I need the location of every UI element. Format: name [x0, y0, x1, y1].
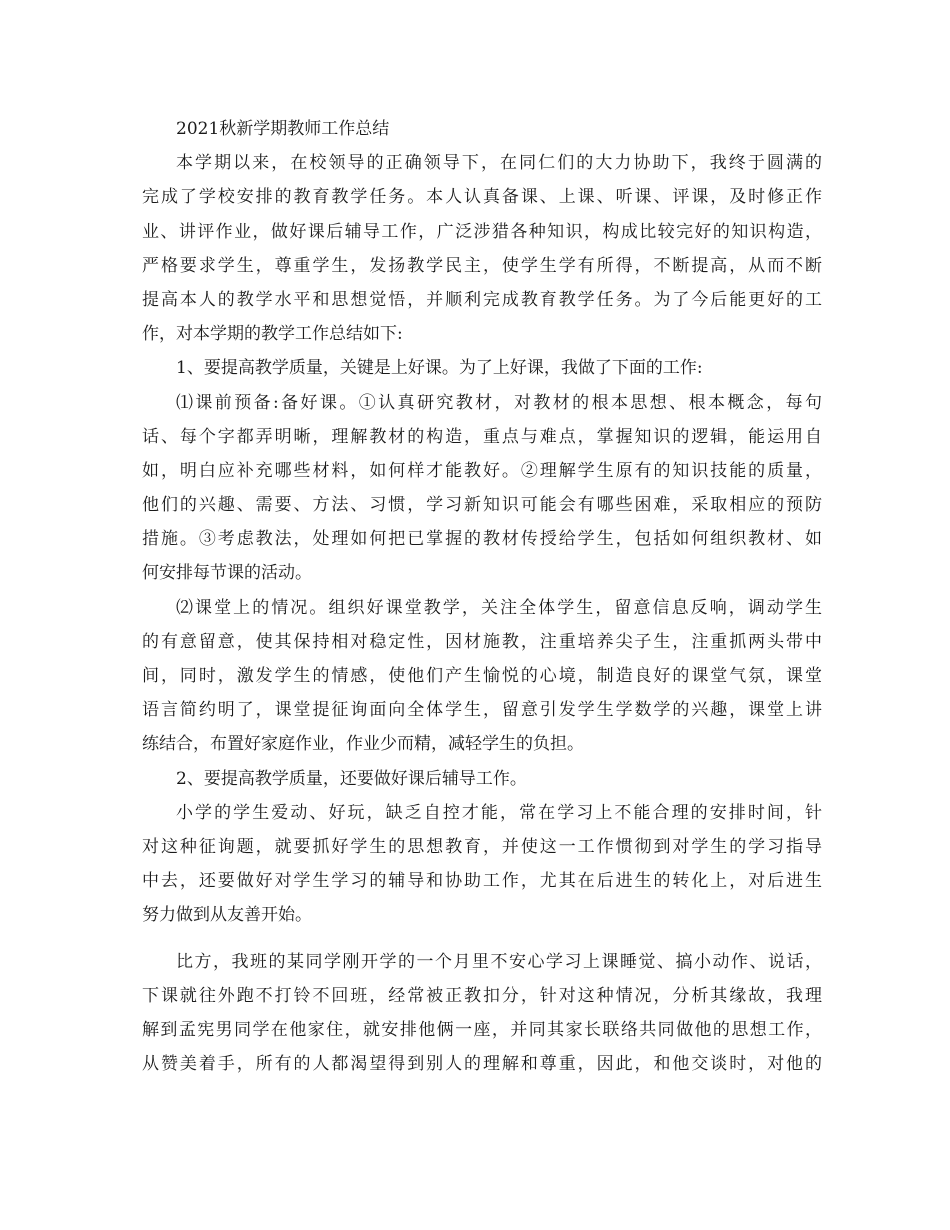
text-line: 业、讲评作业，做好课后辅导工作，广泛涉猎各种知识，构成比较完好的知识构造， — [142, 221, 822, 242]
paragraph-classroom — [142, 591, 822, 762]
document-body — [142, 112, 822, 1081]
paragraph-after-class-tutoring — [142, 796, 822, 933]
text-line: 练结合，布置好家庭作业，作业少而精，减轻学生的负担。 — [142, 734, 584, 755]
text-line: 他们的兴趣、需要、方法、习惯，学习新知识可能会有哪些困难，采取相应的预防 — [142, 495, 822, 516]
text-line: 努力做到从友善开始。 — [142, 905, 312, 926]
text-line: 比方，我班的某同学刚开学的一个月里不安心学习上课睡觉、搞小动作、说话， — [176, 951, 822, 972]
text-line: 1、要提高教学质量，关键是上好课。为了上好课，我做了下面的工作: — [176, 358, 703, 379]
text-line: 2、要提高教学质量，还要做好课后辅导工作。 — [176, 768, 527, 789]
text-line: ⑵课堂上的情况。组织好课堂教学，关注全体学生，留意信息反响，调动学生 — [176, 597, 822, 618]
text-line: 提高本人的教学水平和思想觉悟，并顺利完成教育教学任务。为了今后能更好的工 — [142, 289, 822, 310]
paragraph-intro — [142, 146, 822, 351]
text-line: 小学的学生爱动、好玩，缺乏自控才能，常在学习上不能合理的安排时间，针 — [176, 802, 822, 823]
text-line: 作，对本学期的教学工作总结如下: — [142, 324, 403, 345]
paragraph-gap — [142, 933, 822, 945]
text-line: 本学期以来，在校领导的正确领导下，在同仁们的大力协助下，我终于圆满的 — [176, 153, 822, 174]
text-line: 语言简约明了，课堂提征询面向全体学生，留意引发学生学数学的兴趣，课堂上讲 — [142, 700, 822, 721]
text-line: 如，明白应补充哪些材料，如何样才能教好。②理解学生原有的知识技能的质量， — [142, 460, 822, 481]
document-title: 2021秋新学期教师工作总结 — [176, 119, 390, 139]
text-line: 措施。③考虑教法，处理如何把已掌握的教材传授给学生，包括如何组织教材、如 — [142, 529, 822, 550]
text-line: 对这种征询题，就要抓好学生的思想教育，并使这一工作惯彻到对学生的学习指导 — [142, 836, 822, 857]
text-line: 严格要求学生，尊重学生，发扬教学民主，使学生学有所得，不断提高，从而不断 — [142, 255, 822, 276]
text-line: 的有意留意，使其保持相对稳定性，因材施教，注重培养尖子生，注重抓两头带中 — [142, 631, 822, 652]
text-line: 解到孟宪男同学在他家住，就安排他俩一座，并同其家长联络共同做他的思想工作， — [142, 1019, 822, 1040]
text-line: 何安排每节课的活动。 — [142, 563, 312, 584]
text-line: 间，同时，激发学生的情感，使他们产生愉悦的心境，制造良好的课堂气氛，课堂 — [142, 666, 822, 686]
text-line: 中去，还要做好对学生学习的辅导和协助工作，尤其在后进生的转化上，对后进生 — [142, 871, 822, 892]
paragraph-section-2-heading — [142, 762, 822, 796]
text-line: 话、每个字都弄明晰，理解教材的构造，重点与难点，掌握知识的逻辑，能运用自 — [142, 426, 822, 447]
text-line: ⑴课前预备:备好课。①认真研究教材，对教材的根本思想、根本概念，每句 — [176, 392, 822, 413]
text-line: 下课就往外跑不打铃不回班，经常被正教扣分，针对这种情况，分析其缘故，我理 — [142, 985, 822, 1006]
paragraph-lesson-preparation — [142, 386, 822, 591]
paragraph-example — [142, 945, 822, 1082]
text-line: 完成了学校安排的教育教学任务。本人认真备课、上课、听课、评课，及时修正作 — [142, 187, 822, 208]
text-line: 从赞美着手，所有的人都渴望得到别人的理解和尊重，因此，和他交谈时，对他的 — [142, 1054, 822, 1075]
paragraph-section-1-heading — [142, 351, 822, 385]
